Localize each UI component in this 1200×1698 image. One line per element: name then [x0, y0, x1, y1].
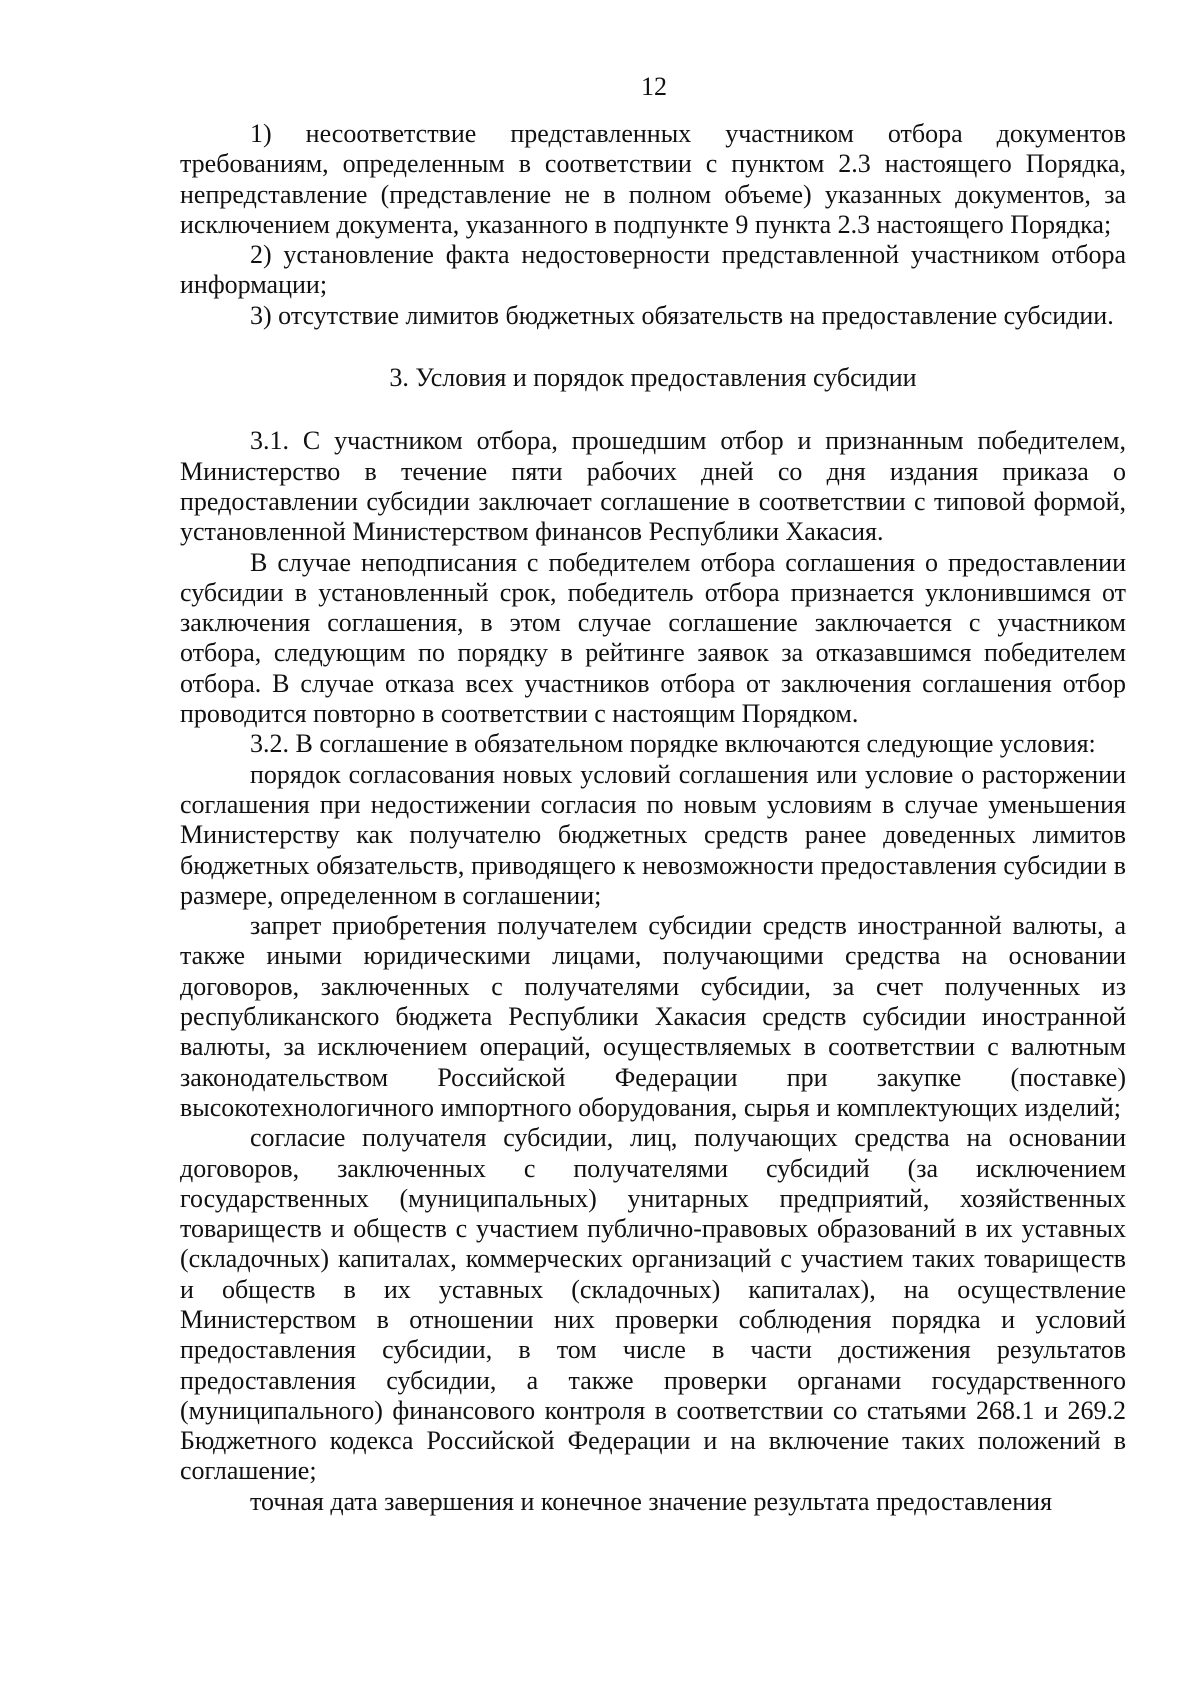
paragraph-condition-consent: согласие получателя субсидии, лиц, получающих средства на основании договоров, заключенных с получателями субсидий (за исключением государственных (муниципальных) унитарных предприятий, хозяйственных товариществ и обществ с участием публично-правовых образований в их уставных (складочных) капиталах, коммерческих организаций с участием таких товариществ и обществ в их уставных (складочных) капиталах), на осуществление Министерством в отношении них проверки соблюдения порядка и условий предоставления субсидии, в том числе в части достижения результатов предоставления субсидии, а также проверки органами государственного (муниципального) финансового контроля в соответствии со статьями 268.1 и 269.2 Бюджетного кодекса Российской Федерации и на включение таких положений в соглашение; — [180, 1123, 1126, 1486]
page-number: 12 — [641, 72, 667, 101]
paragraph-3-2: 3.2. В соглашение в обязательном порядке включаются следующие условия: — [250, 729, 1096, 759]
document-body — [180, 119, 1126, 1517]
paragraph-3-1: 3.1. С участником отбора, прошедшим отбор и признанным победителем, Министерство в течение пяти рабочих дней со дня издания приказа о предоставлении субсидии заключает соглашение в соответствии с типовой формой, установленной Министерством финансов Республики Хакасия. — [180, 426, 1126, 547]
paragraph-condition-date: точная дата завершения и конечное значение результата предоставления — [250, 1486, 1053, 1516]
paragraph-refusal: В случае неподписания с победителем отбора соглашения о предоставлении субсидии в установленный срок, победитель отбора признается уклонившимся от заключения соглашения, в этом случае соглашение заключается с участником отбора, следующим по порядку в рейтинге заявок за отказавшимся победителем отбора. В случае отказа всех участников отбора от заключения соглашения отбор проводится повторно в соответствии с настоящим Порядком. — [180, 547, 1126, 729]
paragraph-condition-new-terms: порядок согласования новых условий соглашения или условие о расторжении соглашения при недостижении согласия по новым условиям в случае уменьшения Министерству как получателю бюджетных средств ранее доведенных лимитов бюджетных обязательств, приводящего к невозможности предоставления субсидии в размере, определенном в соглашении; — [180, 759, 1126, 910]
paragraph-item-2: 2) установление факта недостоверности представленной участником отбора информации; — [180, 240, 1126, 300]
section-title: 3. Условия и порядок предоставления субсидии — [389, 363, 917, 393]
paragraph-condition-currency: запрет приобретения получателем субсидии средств иностранной валюты, а также иными юридическими лицами, получающими средства на основании договоров, заключенных с получателями субсидии, за счет полученных из республиканского бюджета Республики Хакасия средств субсидии иностранной валюты, за исключением операций, осуществляемых в соответствии с валютным законодательством Российской Федерации при закупке (поставке) высокотехнологичного импортного оборудования, сырья и комплектующих изделий; — [180, 911, 1126, 1122]
paragraph-item-3: 3) отсутствие лимитов бюджетных обязательств на предоставление субсидии. — [250, 300, 1114, 330]
paragraph-item-1: 1) несоответствие представленных участником отбора документов требованиям, определенным в соответствии с пунктом 2.3 настоящего Порядка, непредставление (представление не в полном объеме) указанных документов, за исключением документа, указанного в подпункте 9 пункта 2.3 настоящего Порядка; — [180, 119, 1126, 239]
